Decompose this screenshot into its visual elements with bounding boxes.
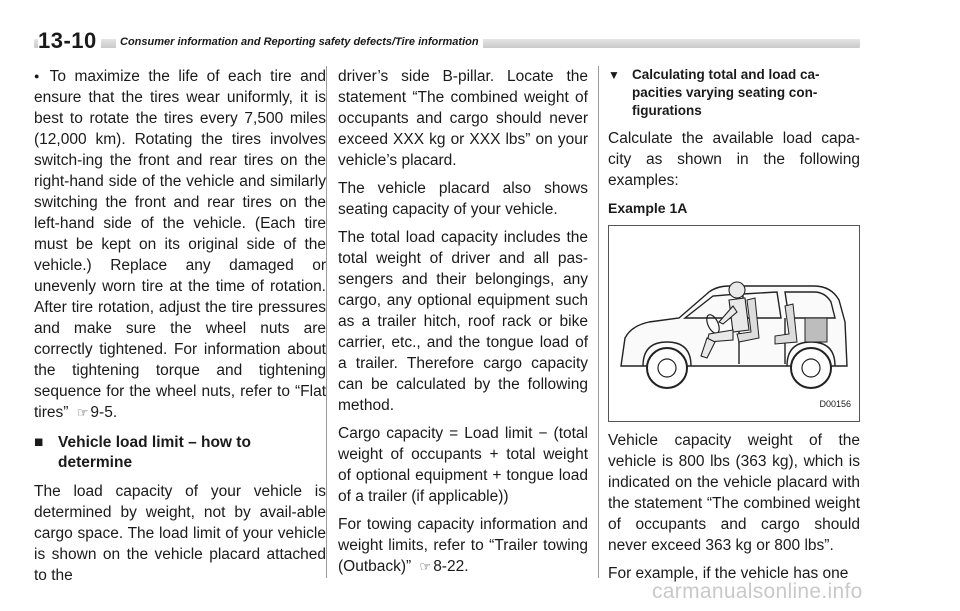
rotation-paragraph <box>34 66 326 423</box>
capacity-weight-paragraph: Vehicle capacity weight of the vehicle is 800 lbs (363 kg), which is indicated on the vehicle placard with the statement “The combined weight of occupants and cargo should never exceed 363 kg or 800 lbs”. <box>608 432 860 554</box>
load-capacity-paragraph: The load capacity of your vehicle is determined by weight, not by avail-able cargo space. The load limit of your vehicle is shown on the vehicle placard attached to the <box>34 483 326 584</box>
page-header <box>34 28 860 52</box>
calculate-paragraph: Calculate the available load capa-city as shown in the following examples: <box>608 130 860 189</box>
subheading <box>608 66 860 120</box>
watermark: carmanualsonline.info <box>652 580 863 603</box>
page-number: 13-10 <box>38 28 101 54</box>
page-reference-icon: ☞ <box>76 405 89 420</box>
page-reference-icon: ☞ <box>419 559 432 574</box>
cargo-formula-paragraph: Cargo capacity = Load limit − (total weight of occupants + total weight of optional equipment + tongue load of a trailer (if applicable)) <box>338 425 588 505</box>
column-1 <box>34 66 326 593</box>
vehicle-figure <box>608 225 860 422</box>
vehicle-occupant-illustration <box>609 226 859 421</box>
seating-paragraph: The vehicle placard also shows seating capacity of your vehicle. <box>338 180 588 218</box>
column-divider <box>598 66 599 578</box>
rotation-text: To maximize the life of each tire and ensure that the tires wear uniformly, it is best to rotate the tires every 7,500 miles (12,000 km). Rotating the tires involves switch-ing the front and rear tires on the right-hand side of the vehicle and similarly switching the front and rear tires on the left-hand side of the vehicle. (Each tire must be kept on its original side of the vehicle.) Replace any damaged or unevenly worn tire at the time of rotation. After tire rotation, adjust the tire pressures and make sure the wheel nuts are correctly tightened. For information about the tightening torque and tightening sequence for the wheel nuts, refer to “Flat tires” <box>34 68 327 421</box>
bullet-icon: ● <box>34 71 44 81</box>
triangle-marker-icon: ▼ <box>608 68 620 82</box>
example-paragraph: For example, if the vehicle has one <box>608 565 849 582</box>
column-divider <box>326 66 327 578</box>
section-title: Consumer information and Reporting safety defects/Tire information <box>116 36 483 48</box>
towing-text: For towing capacity information and weight limits, refer to “Trailer towing (Outback)” <box>338 516 588 575</box>
subheading-text: Calculating total and load ca-pacities varying seating con-figurations <box>632 67 820 118</box>
trailer-towing-link[interactable]: 8-22. <box>433 558 469 575</box>
column-2 <box>338 66 588 584</box>
towing-paragraph <box>338 514 588 577</box>
section-heading <box>34 433 326 473</box>
column-3 <box>608 66 860 591</box>
heading-text: Vehicle load limit – how to determine <box>58 434 251 471</box>
figure-code: D00156 <box>819 399 851 409</box>
total-load-paragraph: The total load capacity includes the total weight of driver and all pas-sengers and their belongings, any cargo, any optional equipment such as a trailer hitch, roof rack or bike carrier, etc., and the tongue load of a trailer. Therefore cargo capacity can be calculated by the following method. <box>338 229 588 414</box>
placard-paragraph: driver’s side B-pillar. Locate the statement “The combined weight of occupants and cargo should never exceed XXX kg or XXX lbs” on your vehicle’s placard. <box>338 68 588 169</box>
example-label: Example 1A <box>608 200 688 216</box>
heading-square-icon: ■ <box>34 434 44 451</box>
flat-tires-link[interactable]: 9-5. <box>90 404 118 421</box>
